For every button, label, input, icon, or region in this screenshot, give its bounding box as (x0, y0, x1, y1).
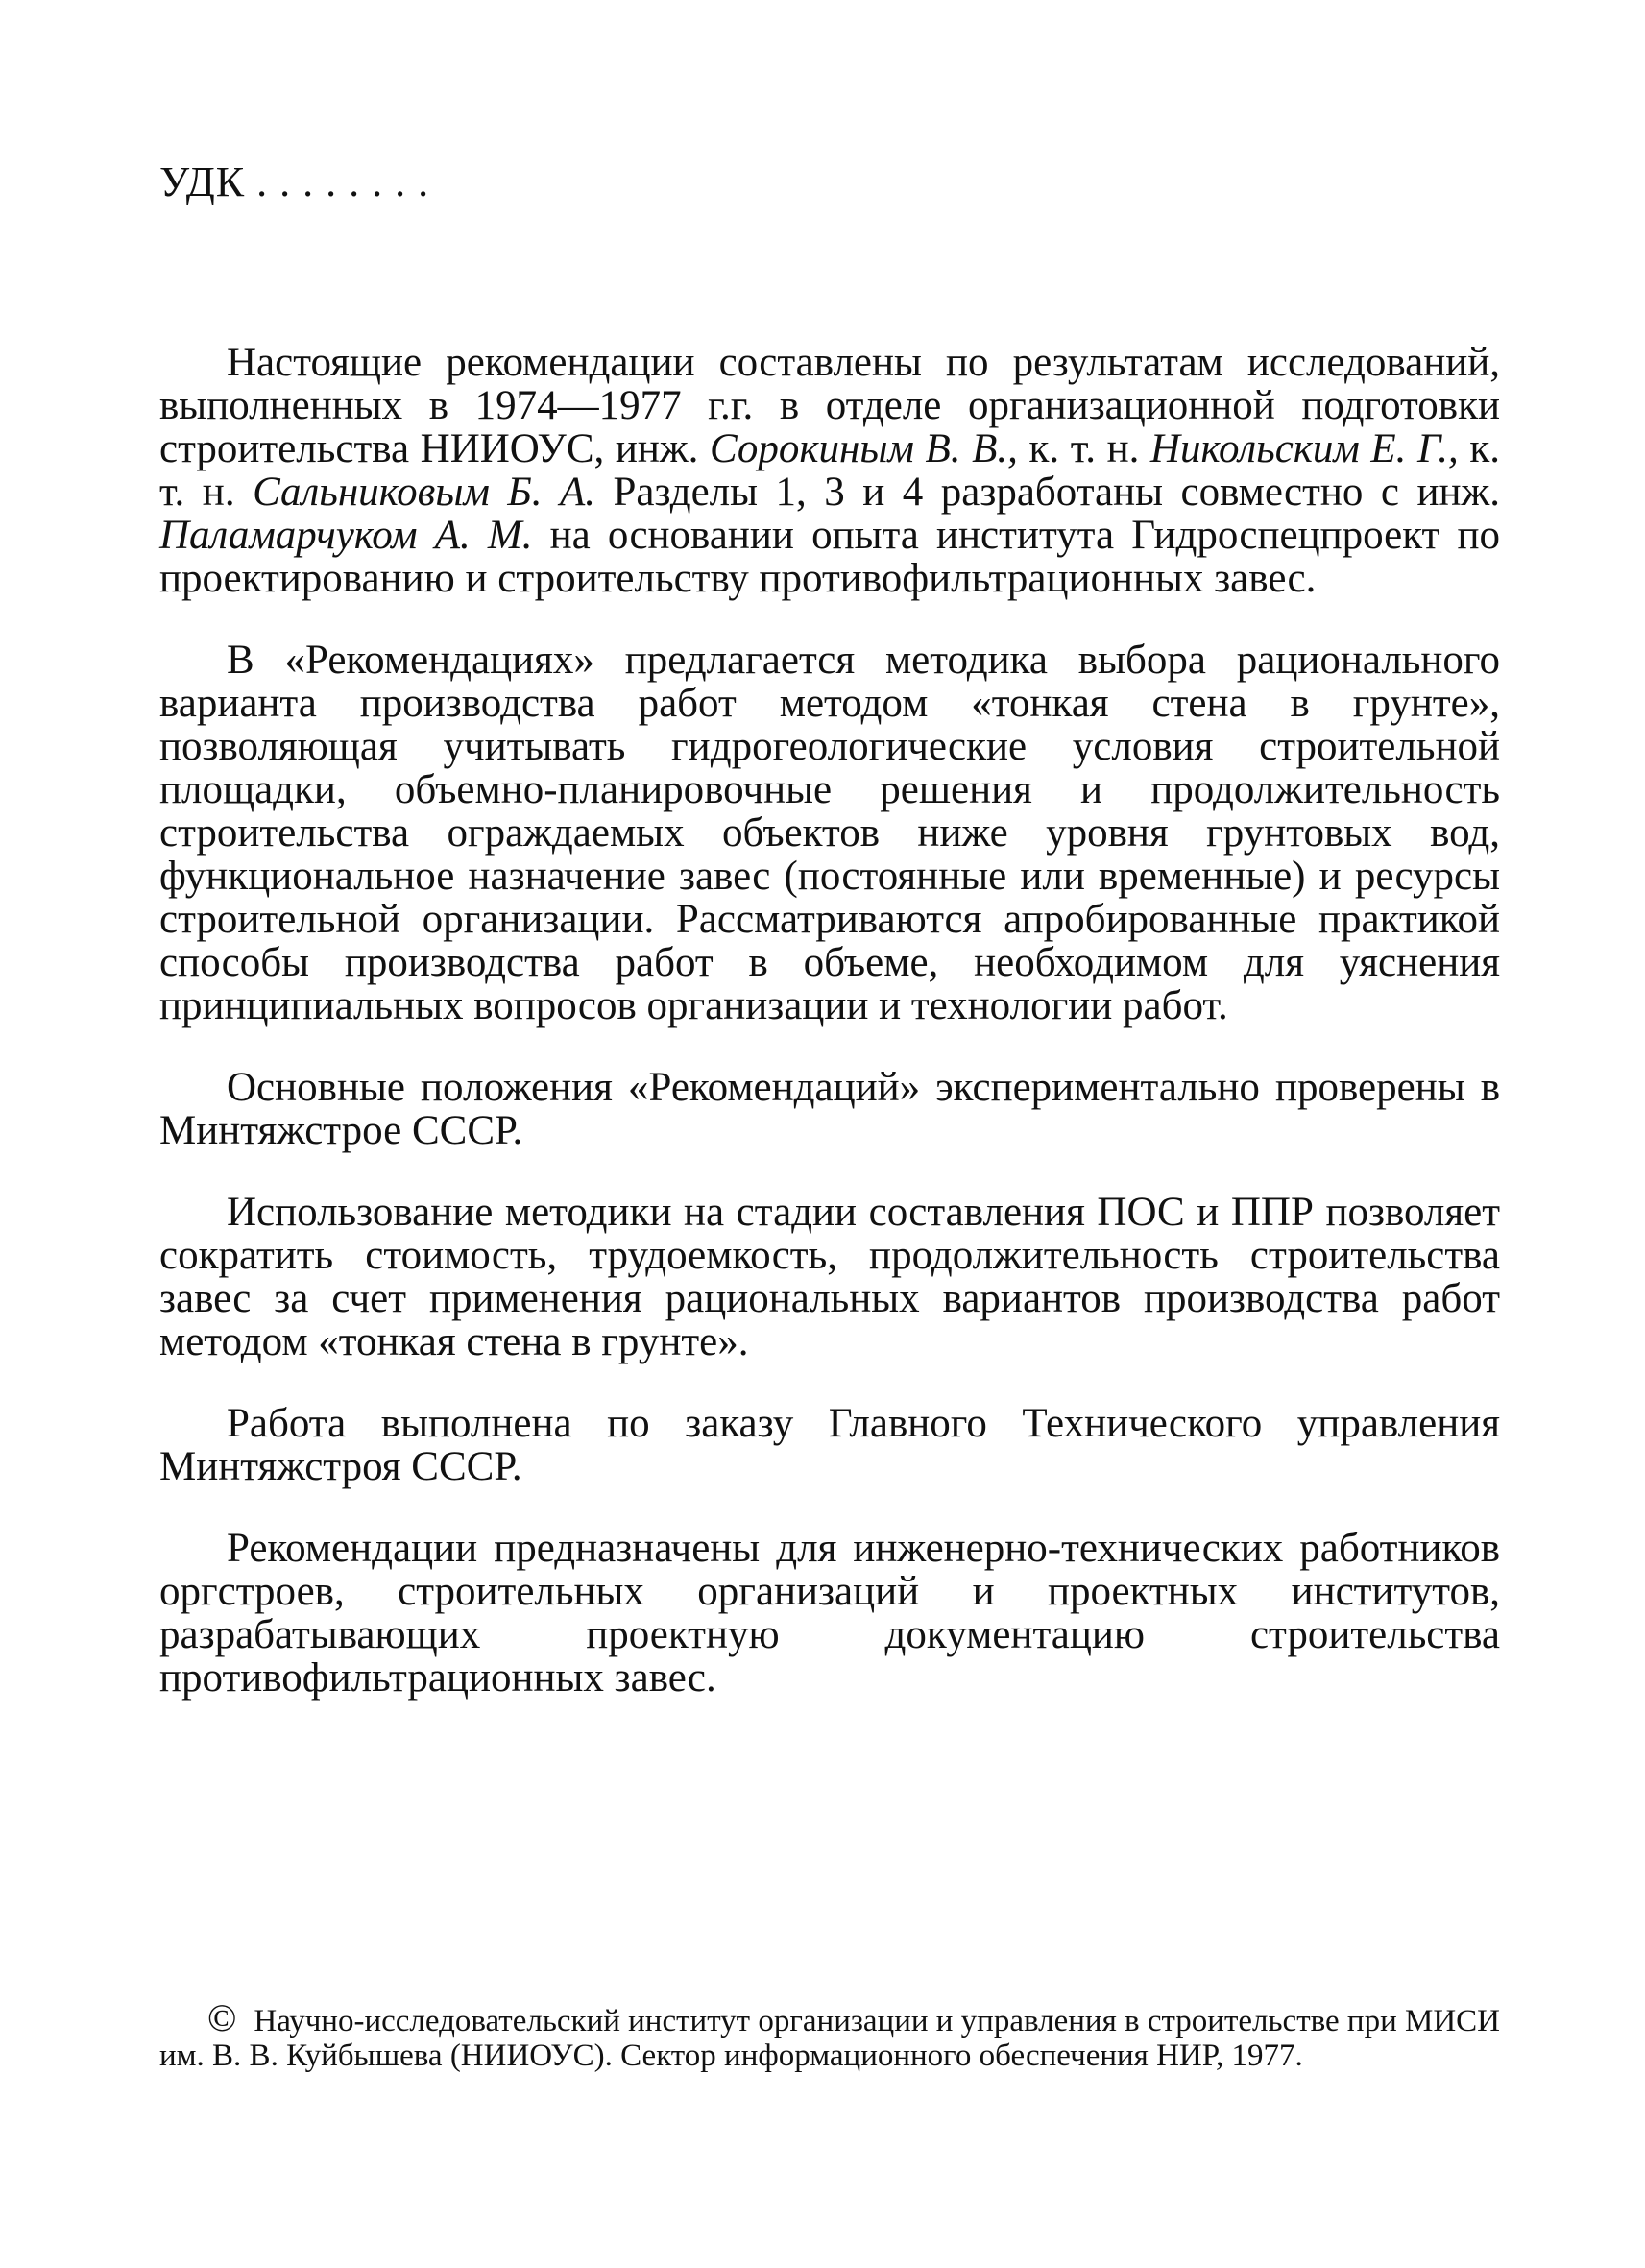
author-name: Паламарчуком А. М. (159, 513, 533, 558)
udc-header: УДК . . . . . . . . (159, 158, 430, 205)
paragraph-verification: Основные положения «Рекомендаций» экспериментально проверены в Минтяжстрое СССР. (159, 1065, 1500, 1153)
paragraph-usage: Использование методики на стадии составления ПОС и ППР позволяет сократить стоимость, трудоемкость, продолжительность строительства завес за счет применения рациональных вариантов производства работ методом «тонкая стена в грунте». (159, 1190, 1500, 1364)
paragraph-customer: Работа выполнена по заказу Главного Технического управления Минтяжстроя СССР. (159, 1401, 1500, 1489)
body-text (159, 341, 1500, 1738)
copyright-text: Научно-исследовательский институт организации и управления в строительстве при МИСИ им. В. В. Куйбышева (НИИОУС). Сектор информационного обеспечения НИР, 1977. (159, 2004, 1500, 2073)
text-run: Разделы 1, 3 и 4 разработаны совместно с инж. (595, 470, 1500, 515)
paragraph-methodology: В «Рекомендациях» предлагается методика выбора рационального варианта производства работ методом «тонкая стена в грунте», позволяющая учитывать гидрогеологические условия строительной площадки, объемно-планировочные решения и продолжительность строительства ограждаемых объектов ниже уровня грунтовых вод, функциональное назначение завес (постоянные или временные) и ресурсы строительной организации. Рассматриваются апробированные практикой способы производства работ в объеме, необходимом для уяснения принципиальных вопросов организации и технологии работ. (159, 638, 1500, 1028)
author-name: Сорокиным В. В., (709, 426, 1018, 471)
text-run: Настоящие рекомендации составлены по результатам исследований, выполненных в 1974—1977 г.г. в отделе организационной подготовки строительства НИИОУС, инж. (159, 340, 1500, 471)
copyright-text-block (159, 1996, 1500, 2073)
paragraph-authors (159, 341, 1500, 600)
copyright-icon: © (207, 1996, 237, 2039)
paragraph-audience: Рекомендации предназначены для инженерно-технических работников оргстроев, строительных организаций и проектных институтов, разрабатывающих проектную документацию строительства противофильтрационных завес. (159, 1526, 1500, 1701)
copyright-notice (159, 1996, 1500, 2073)
text-run: на основании опыта института Гидроспецпроект по проектированию и строительству противофильтрационных завес. (159, 513, 1501, 601)
author-name: Никольским Е. Г., (1149, 426, 1459, 471)
author-name: Сальниковым Б. А. (253, 470, 596, 515)
text-run: к. т. н. (159, 426, 1500, 515)
text-run: к. т. н. (1017, 426, 1150, 471)
